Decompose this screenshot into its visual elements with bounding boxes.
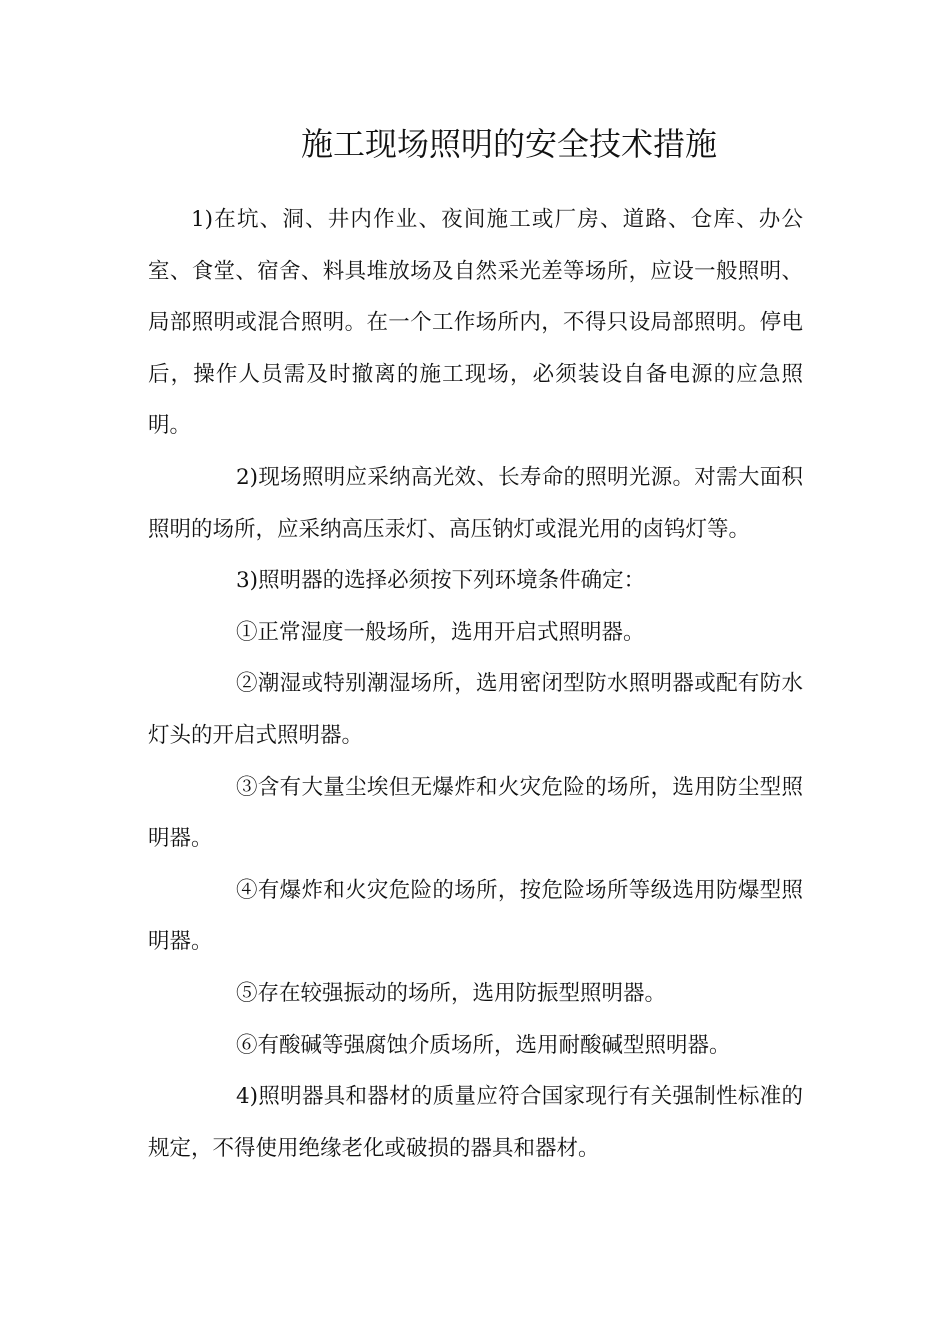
paragraph-1: 1)在坑、洞、井内作业、夜间施工或厂房、道路、仓库、办公室、食堂、宿舍、料具堆放场及自然采光差等场所，应设一般照明、局部照明或混合照明。在一个工作场所内，不得只设局部照明。停电后，操作人员需及时撤离的施工现场，必须装设自备电源的应急照明。: [148, 207, 803, 439]
paragraph-4: 4)照明器具和器材的质量应符合国家现行有关强制性标准的规定，不得使用绝缘老化或破损的器具和器材。: [148, 1084, 803, 1161]
paragraph-item-2: ②潮湿或特别潮湿场所，选用密闭型防水照明器或配有防水灯头的开启式照明器。: [148, 671, 803, 748]
document-title: 施工现场照明的安全技术措施: [300, 125, 717, 163]
paragraph-item-3: ③含有大量尘埃但无爆炸和火灾危险的场所，选用防尘型照明器。: [148, 774, 803, 852]
paragraph-item-1: ①正常湿度一般场所，选用开启式照明器。: [236, 619, 645, 645]
paragraph-item-6: ⑥有酸碱等强腐蚀介质场所，选用耐酸碱型照明器。: [236, 1032, 731, 1058]
document-body: [148, 194, 803, 1174]
paragraph-item-5: ⑤存在较强振动的场所，选用防振型照明器。: [236, 980, 667, 1006]
paragraph-3: 3)照明器的选择必须按下列环境条件确定：: [236, 568, 646, 594]
paragraph-2: 2)现场照明应采纳高光效、长寿命的照明光源。对需大面积照明的场所，应采纳高压汞灯、高压钠灯或混光用的卤钨灯等。: [148, 464, 803, 542]
paragraph-item-4: ④有爆炸和火灾危险的场所，按危险场所等级选用防爆型照明器。: [148, 877, 803, 955]
